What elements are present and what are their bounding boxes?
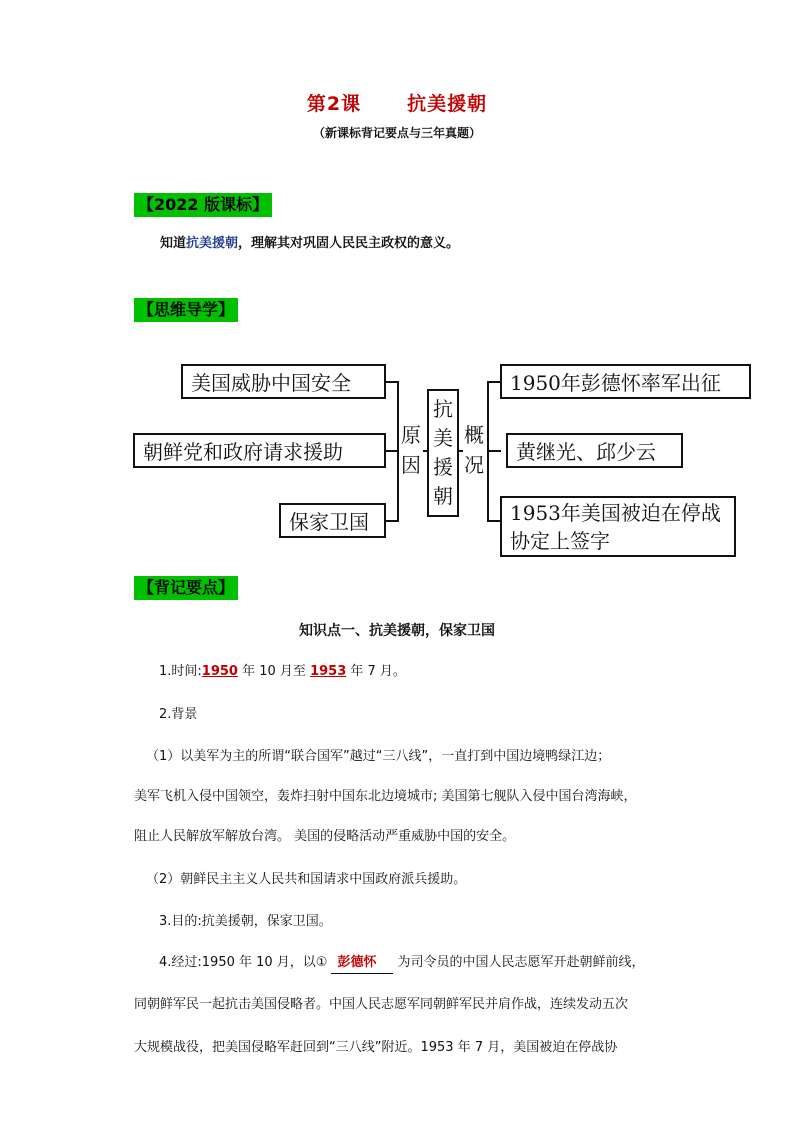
answer-blank-1: 彭德怀 [331,953,393,974]
paragraph-background-heading: 2.背景 [159,707,198,722]
connector [487,520,501,522]
paragraph-background-1: （1）以美军为主的所谓“联合国军”越过“三八线”，一直打到中国边境鸭绿江边； [146,749,611,764]
overview-box-2: 黄继光、邱少云 [506,433,683,468]
overview-box-3: 1953年美国被迫在停战协定上签字 [500,496,736,557]
paragraph-background-2: 美军飞机入侵中国领空，轰炸扫射中国东北边境城市; 美国第七舰队入侵中国台湾海峡， [134,789,637,804]
page-title [0,89,794,116]
paragraph-time [159,662,406,682]
paragraph-background-3: 阻止人民解放军解放台湾。 美国的侵略活动严重威胁中国的安全。 [134,829,516,844]
standard-keyword: 抗美援朝 [186,236,239,251]
paragraph-background-4: （2）朝鲜民主主义人民共和国请求中国政府派兵援助。 [146,872,467,887]
cause-box-3: 保家卫国 [279,503,386,538]
section-title: 知识点一、抗美援朝，保家卫国 [299,623,495,639]
standard-text-post: ，理解其对巩固人民民主政权的意义。 [238,236,460,251]
cause-label: 原因 [401,423,421,477]
lesson-number: 第2课 [306,93,362,115]
page-subtitle: （新课标背记要点与三年真题） [312,126,481,140]
time-label: 1.时间: [159,664,202,679]
keypoints-tag: 【背记要点】 [134,576,238,600]
paragraph-purpose: 3.目的:抗美援朝，保家卫国。 [159,914,332,929]
paragraph-process-3: 大规模战役，把美国侵略军赶回到“三八线”附近。1953 年 7 月，美国被迫在停战协 [134,1040,618,1055]
start-year: 1950 [201,664,238,679]
time-mid: 年 10 月至 [237,664,311,679]
connector [487,381,501,383]
paragraph-process-2: 同朝鲜军民一起抗击美国侵略者。中国人民志愿军同朝鲜军民并肩作战，连续发动五次 [134,997,629,1012]
standard-tag: 【2022 版课标】 [134,193,272,217]
center-box [427,389,459,517]
center-label: 抗美援朝 [433,397,453,508]
standard-text [160,232,459,251]
connector [487,450,501,452]
overview-box-1: 1950年彭德怀率军出征 [500,364,751,399]
process-post: 为司令员的中国人民志愿军开赴朝鲜前线， [397,955,645,970]
process-pre: 4.经过:1950 年 10 月，以① [159,955,328,970]
lesson-topic: 抗美援朝 [407,93,488,115]
end-year: 1953 [310,664,347,679]
cause-box-1: 美国威胁中国安全 [181,364,386,399]
standard-text-pre: 知道 [160,236,187,251]
time-post: 年 7 月。 [346,664,406,679]
overview-label: 概况 [464,423,484,477]
paragraph-process-1 [159,953,644,974]
mindmap-tag: 【思维导学】 [134,298,238,322]
cause-box-2: 朝鲜党和政府请求援助 [133,433,386,468]
